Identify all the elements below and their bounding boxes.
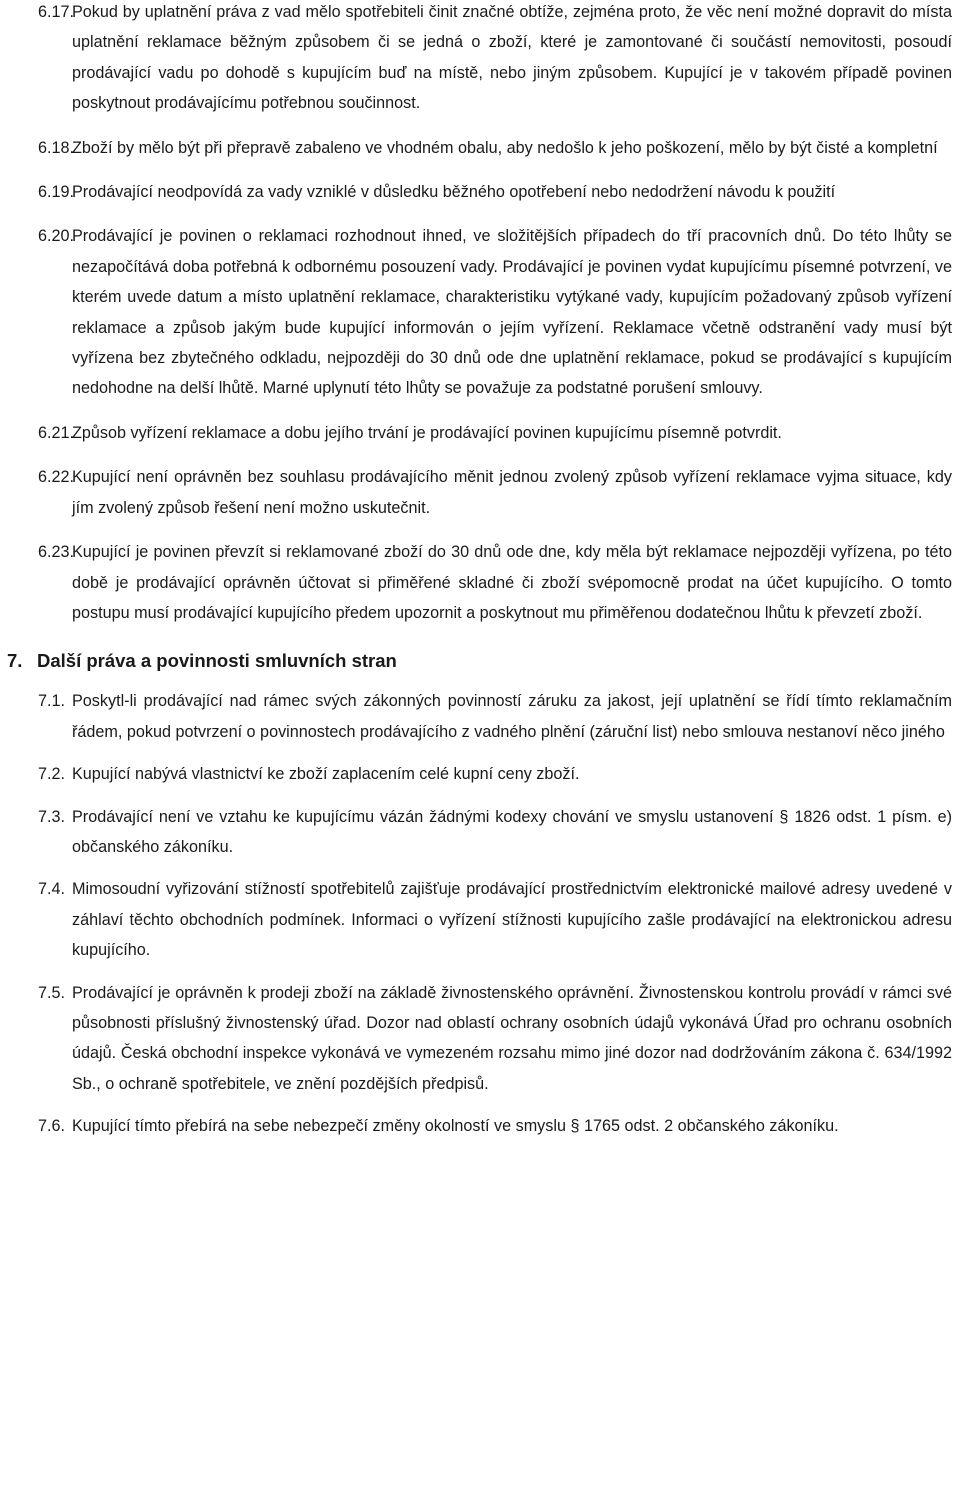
clause-7-4 xyxy=(0,874,960,965)
clause-7-6 xyxy=(0,1111,960,1141)
clause-text: Kupující nabývá vlastnictví ke zboží zaplacením celé kupní ceny zboží. xyxy=(72,765,580,784)
clause-text: Zboží by mělo být při přepravě zabaleno ve vhodném obalu, aby nedošlo k jeho poškození, mělo by být čisté a kompletní xyxy=(72,138,938,157)
clause-number: 6.21. xyxy=(38,423,75,442)
clause-text: Prodávající není ve vztahu ke kupujícímu vázán žádnými kodexy chování ve smyslu ustanovení § 1826 odst. 1 písm. e) občanského zákoníku. xyxy=(72,807,952,856)
clause-7-3 xyxy=(0,802,960,863)
section-title: Další práva a povinnosti smluvních stran xyxy=(37,650,397,672)
clause-text: Prodávající je povinen o reklamaci rozhodnout ihned, ve složitějších případech do tří pracovních dnů. Do této lhůty se nezapočítává doba potřebná k odbornému posouzení vady. Prodávající je povinen vydat kupujícímu písemné potvrzení, ve kterém uvede datum a místo uplatnění reklamace, charakteristiku vytýkané vady, kupujícím požadovaný způsob vyřízení reklamace a způsob jakým bude kupující informován o jejím vyřízení. Reklamace včetně odstranění vady musí být vyřízena bez zbytečného odkladu, nejpozději do 30 dnů ode dne uplatnění reklamace, pokud se prodávající s kupujícím nedohodne na delší lhůtě. Marné uplynutí této lhůty se považuje za podstatné porušení smlouvy. xyxy=(72,227,952,398)
clause-6-17 xyxy=(0,0,960,119)
clause-6-23 xyxy=(0,537,960,628)
clause-7-2 xyxy=(0,759,960,789)
section-heading-7 xyxy=(0,646,960,676)
clause-number: 7.2. xyxy=(38,765,66,784)
clause-number: 6.23. xyxy=(38,543,75,562)
clause-number: 7.5. xyxy=(38,983,66,1002)
clause-text: Mimosoudní vyřizování stížností spotřebitelů zajišťuje prodávající prostřednictvím elektronické mailové adresy uvedené v záhlaví těchto obchodních podmínek. Informaci o vyřízení stížnosti kupujícího zašle prodávající na elektronickou adresu kupujícího. xyxy=(72,880,952,960)
clause-6-21 xyxy=(0,418,960,448)
clause-number: 6.22. xyxy=(38,468,75,487)
clause-number: 7.6. xyxy=(38,1117,66,1136)
clause-text: Způsob vyřízení reklamace a dobu jejího trvání je prodávající povinen kupujícímu písemně potvrdit. xyxy=(72,423,782,442)
clause-text: Kupující tímto přebírá na sebe nebezpečí změny okolností ve smyslu § 1765 odst. 2 občanského zákoníku. xyxy=(72,1117,839,1136)
clause-number: 7.1. xyxy=(38,692,66,711)
clause-7-5 xyxy=(0,978,960,1100)
clause-6-18 xyxy=(0,133,960,163)
clause-text: Pokud by uplatnění práva z vad mělo spotřebiteli činit značné obtíže, zejména proto, že věc není možné dopravit do místa uplatnění reklamace běžným způsobem či se jedná o zboží, které je zamontované či součástí nemovitosti, posoudí prodávající vadu po dohodě s kupujícím buď na místě, nebo jiným způsobem. Kupující je v takovém případě povinen poskytnout prodávajícímu potřebnou součinnost. xyxy=(72,3,952,113)
clause-text: Poskytl-li prodávající nad rámec svých zákonných povinností záruku za jakost, její uplatnění se řídí tímto reklamačním řádem, pokud potvrzení o povinnostech prodávajícího z vadného plnění (záruční list) nebo smlouva nestanoví něco jiného xyxy=(72,692,952,741)
clause-6-20 xyxy=(0,221,960,403)
clause-text: Kupující je povinen převzít si reklamované zboží do 30 dnů ode dne, kdy měla být reklamace nejpozději vyřízena, po této době je prodávající oprávněn účtovat si přiměřené skladné či zboží svépomocně prodat na účet kupujícího. O tomto postupu musí prodávající kupujícího předem upozornit a poskytnout mu přiměřenou dodatečnou lhůtu k převzetí zboží. xyxy=(72,543,952,622)
clause-6-19 xyxy=(0,177,960,207)
clause-number: 6.19. xyxy=(38,183,75,202)
clause-number: 7.3. xyxy=(38,807,66,826)
section-number: 7. xyxy=(7,650,23,672)
clause-text: Prodávající je oprávněn k prodeji zboží na základě živnostenského oprávnění. Živnostenskou kontrolu provádí v rámci své působnosti příslušný živnostenský úřad. Dozor nad oblastí ochrany osobních údajů vykonává Úřad pro ochranu osobních údajů. Česká obchodní inspekce vykonává ve vymezeném rozsahu mimo jiné dozor nad dodržováním zákona č. 634/1992 Sb., o ochraně spotřebitele, ve znění pozdějších předpisů. xyxy=(72,983,952,1093)
clause-text: Prodávající neodpovídá za vady vzniklé v důsledku běžného opotřebení nebo nedodržení návodu k použití xyxy=(72,183,836,202)
clause-7-1 xyxy=(0,686,960,747)
clause-number: 6.20. xyxy=(38,227,75,246)
clause-6-22 xyxy=(0,462,960,523)
clause-text: Kupující není oprávněn bez souhlasu prodávajícího měnit jednou zvolený způsob vyřízení reklamace vyjma situace, kdy jím zvolený způsob řešení není možno uskutečnit. xyxy=(72,468,952,517)
clause-number: 7.4. xyxy=(38,880,66,899)
clause-number: 6.18. xyxy=(38,138,75,157)
clause-number: 6.17. xyxy=(38,3,75,21)
